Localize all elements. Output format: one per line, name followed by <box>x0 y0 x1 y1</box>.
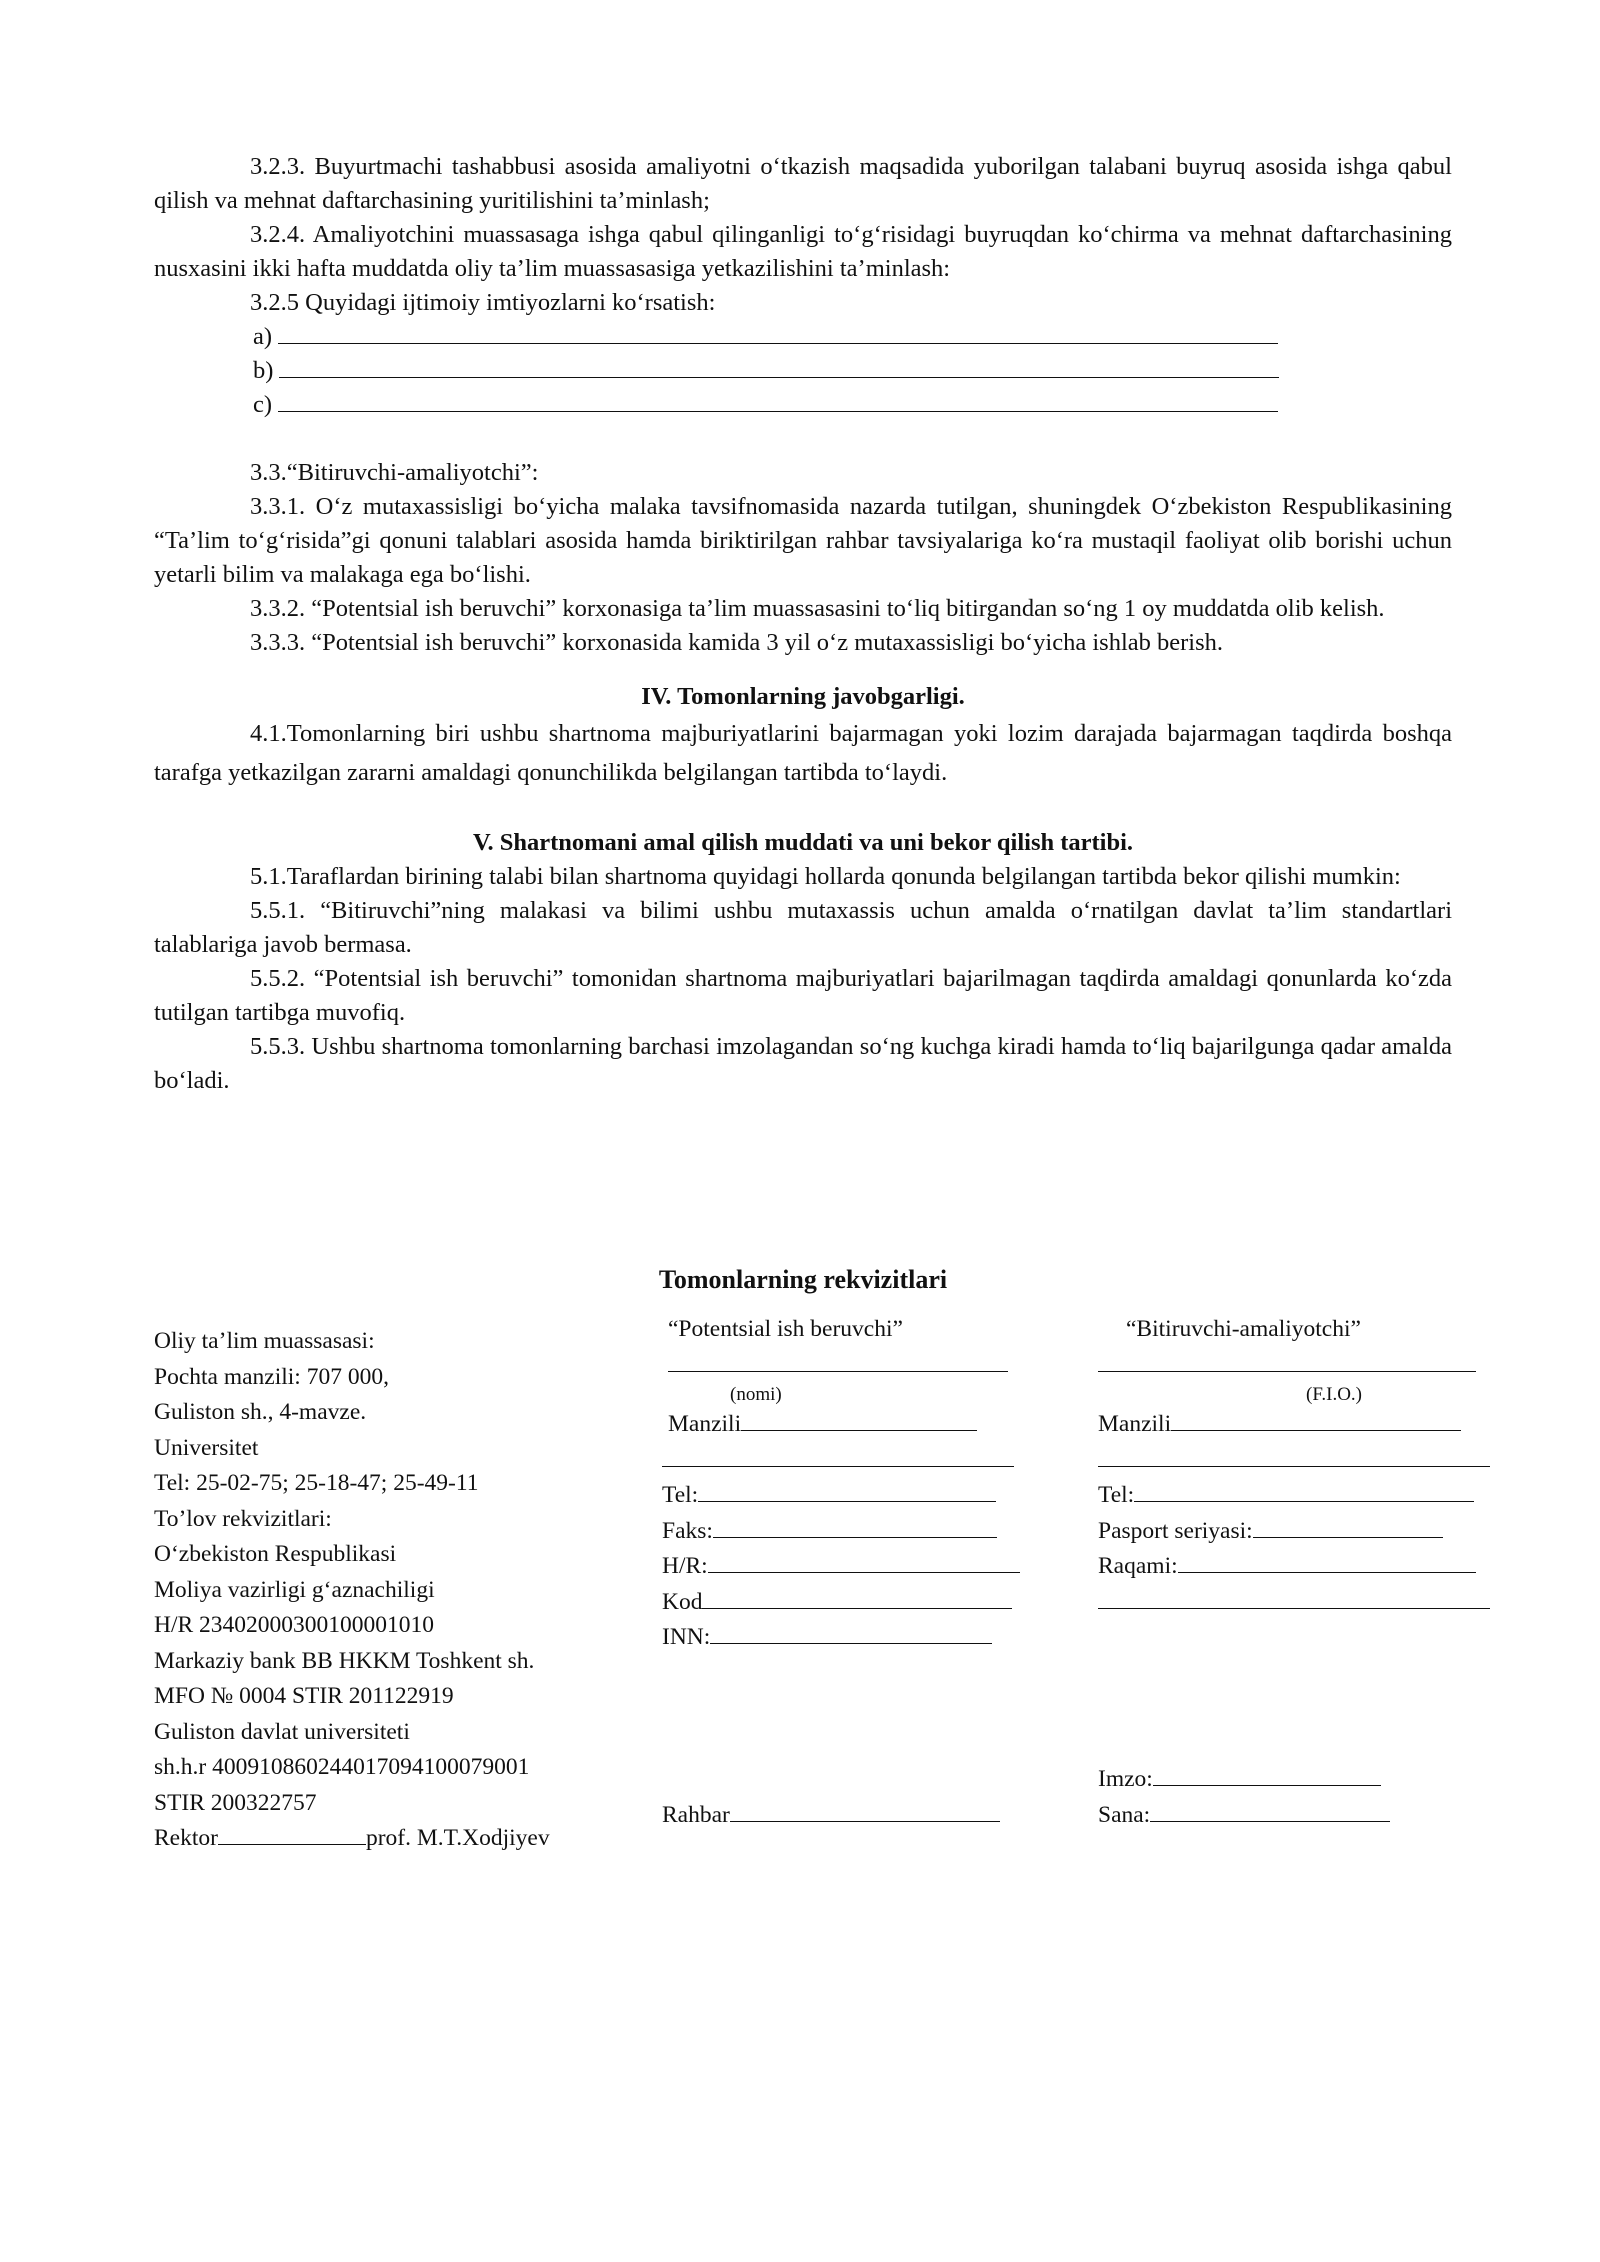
signature-blank <box>730 1799 1000 1822</box>
clause-3-3-2: 3.3.2. “Potentsial ish beruvchi” korxonasiga ta’lim muassasasini to‘liq bitirgandan so‘ng 1 oy muddatda olib kelish. <box>250 595 1385 622</box>
university-line: H/R 23402000300100001010 <box>154 1612 435 1638</box>
university-line: Tel: 25-02-75; 25-18-47; 25-49-11 <box>154 1470 479 1496</box>
sign-label: Imzo: <box>1098 1766 1153 1792</box>
university-line: Moliya vazirligi g‘aznachiligi <box>154 1576 435 1603</box>
fax-label: Faks: <box>662 1517 713 1544</box>
date-label: Sana: <box>1098 1801 1151 1828</box>
employer-name-caption: (nomi) <box>730 1384 782 1405</box>
blank-line <box>662 1444 1014 1467</box>
graduate-tel-line <box>1098 1478 1518 1514</box>
blank-line <box>1134 1479 1474 1502</box>
passport-label: Pasport seriyasi: <box>1098 1517 1253 1544</box>
employer-name-line <box>662 1348 1082 1384</box>
clause-5-5-2: 5.5.2. “Potentsial ish beruvchi” tomonidan shartnoma majburiyatlari bajarilmagan taqdirda amaldagi qonunlarda ko‘zda tutilgan tartibga muvofiq. <box>154 965 1452 1026</box>
address-label: Manzili <box>1098 1411 1172 1437</box>
university-line: To’lov rekvizitlari: <box>154 1505 332 1532</box>
blank-line <box>1098 1349 1476 1372</box>
fill-line-b <box>154 354 1452 388</box>
employer-address-line-2 <box>662 1443 1082 1479</box>
graduate-date-line <box>1098 1798 1518 1834</box>
clause-5-5-1: 5.5.1. “Bitiruvchi”ning malakasi va bilimi ushbu mutaxassis uchun amalda o‘rnatilgan davlat ta’lim standartlari talablariga javob bermasa. <box>154 897 1452 958</box>
graduate-name-caption: (F.I.O.) <box>1306 1384 1362 1405</box>
employer-inn-line <box>662 1620 1082 1656</box>
graduate-name-line <box>1098 1348 1518 1384</box>
employer-requisites <box>662 1312 1082 1833</box>
clause-4-1: 4.1.Tomonlarning biri ushbu shartnoma majburiyatlarini bajarmagan yoki lozim darajada bajarmagan taqdirda boshqa tarafga yetkazilgan zararni amaldagi qonunchilikda belgilangan tartibda to‘laydi. <box>154 720 1452 786</box>
blank-line <box>702 1586 1012 1609</box>
tel-label: Tel: <box>1098 1482 1135 1508</box>
blank-line <box>1171 1408 1461 1431</box>
graduate-requisites <box>1098 1312 1518 1833</box>
section-5-heading: V. Shartnomani amal qilish muddati va uni bekor qilish tartibi. <box>472 829 1134 856</box>
university-line: Guliston sh., 4-mavze. <box>154 1399 367 1425</box>
university-line: STIR 200322757 <box>154 1789 317 1816</box>
graduate-address-line <box>1098 1407 1518 1443</box>
graduate-extra-line <box>1098 1585 1518 1621</box>
blank-line <box>278 389 1278 412</box>
blank-line <box>1150 1799 1390 1822</box>
rector-name: prof. M.T.Xodjiyev <box>365 1825 550 1851</box>
rector-label: Rektor <box>154 1825 218 1851</box>
blank-line <box>279 355 1279 378</box>
kod-label: Kod <box>662 1588 703 1615</box>
graduate-title: “Bitiruvchi-amaliyotchi” <box>1126 1316 1361 1342</box>
graduate-passport-line <box>1098 1514 1518 1550</box>
graduate-address-line-2 <box>1098 1443 1518 1479</box>
blank-line <box>710 1621 992 1644</box>
clause-3-3: 3.3.“Bitiruvchi-amaliyotchi”: <box>250 459 539 486</box>
address-label: Manzili <box>668 1411 742 1437</box>
university-line: O‘zbekiston Respublikasi <box>154 1541 397 1567</box>
blank-line <box>668 1349 1008 1372</box>
clause-3-3-3: 3.3.3. “Potentsial ish beruvchi” korxonasida kamida 3 yil o‘z mutaxassisligi bo‘yicha ishlab berish. <box>250 629 1224 656</box>
blank-line <box>278 321 1278 344</box>
employer-head-line <box>662 1798 1082 1834</box>
university-line: Pochta manzili: 707 000, <box>154 1363 389 1390</box>
graduate-sign-line <box>1098 1762 1518 1798</box>
university-line: Oliy ta’lim muassasasi: <box>154 1328 375 1354</box>
rector-signature-line <box>154 1821 624 1857</box>
university-line: Universitet <box>154 1434 259 1461</box>
tel-label: Tel: <box>662 1482 699 1508</box>
university-line: MFO № 0004 STIR 201122919 <box>154 1683 454 1709</box>
section-4-heading: IV. Tomonlarning javobgarligi. <box>641 683 965 710</box>
university-requisites <box>154 1324 624 1857</box>
university-line: Markaziy bank BB HKKM Toshkent sh. <box>154 1647 535 1674</box>
blank-line <box>741 1408 977 1431</box>
inn-label: INN: <box>662 1624 711 1650</box>
head-label: Rahbar <box>662 1801 730 1828</box>
employer-tel-line <box>662 1478 1082 1514</box>
blank-line <box>698 1479 996 1502</box>
document-body <box>154 150 1452 1098</box>
signature-blank <box>218 1822 366 1845</box>
fill-line-c <box>154 388 1452 422</box>
clause-5-5-3: 5.5.3. Ushbu shartnoma tomonlarning barchasi imzolagandan so‘ng kuchga kiradi hamda to‘liq bajarilgunga qadar amalda bo‘ladi. <box>154 1033 1452 1094</box>
blank-line <box>1178 1550 1476 1573</box>
signature-blank <box>1153 1763 1381 1786</box>
blank-line <box>713 1515 997 1538</box>
fill-label-c: c) <box>253 391 273 418</box>
graduate-number-line <box>1098 1549 1518 1585</box>
blank-line <box>1253 1515 1443 1538</box>
blank-line <box>708 1550 1020 1573</box>
fill-label-b: b) <box>253 357 274 384</box>
clause-3-2-5: 3.2.5 Quyidagi ijtimoiy imtiyozlarni ko‘rsatish: <box>250 289 716 316</box>
employer-fax-line <box>662 1514 1082 1550</box>
employer-address-line <box>662 1407 1082 1443</box>
clause-5-1: 5.1.Taraflardan birining talabi bilan shartnoma quyidagi hollarda qonunda belgilangan tartibda bekor qilishi mumkin: <box>250 863 1401 890</box>
clause-3-3-1: 3.3.1. O‘z mutaxassisligi bo‘yicha malaka tavsifnomasida nazarda tutilgan, shuningdek O‘zbekiston Respublikasining “Ta’lim to‘g‘risida”gi qonuni talablari asosida hamda biriktirilgan rahbar tavsiyalariga ko‘ra mustaqil faoliyat olib borishi uchun yetarli bilim va malakaga ega bo‘lishi. <box>154 493 1452 588</box>
requisites-title: Tomonlarning rekvizitlari <box>658 1265 948 1294</box>
clause-3-2-4: 3.2.4. Amaliyotchini muassasaga ishga qabul qilinganligi to‘g‘risidagi buyruqdan ko‘chirma va mehnat daftarchasining nusxasini ikki hafta muddatda oliy ta’lim muassasasiga yetkazilishini ta’minlash: <box>154 221 1452 282</box>
university-line: sh.h.r 400910860244017094100079001 <box>154 1754 530 1780</box>
employer-title: “Potentsial ish beruvchi” <box>668 1316 903 1342</box>
blank-line <box>1098 1586 1490 1609</box>
fill-line-a <box>154 320 1452 354</box>
blank-line <box>1098 1444 1490 1467</box>
hr-label: H/R: <box>662 1553 708 1579</box>
clause-3-2-3: 3.2.3. Buyurtmachi tashabbusi asosida amaliyotni o‘tkazish maqsadida yuborilgan talabani buyruq asosida ishga qabul qilish va mehnat daftarchasining yuritilishini ta’minlash; <box>154 153 1452 214</box>
employer-hr-line <box>662 1549 1082 1585</box>
fill-label-a: a) <box>253 323 273 350</box>
university-line: Guliston davlat universiteti <box>154 1718 410 1745</box>
number-label: Raqami: <box>1098 1553 1178 1579</box>
employer-kod-line <box>662 1585 1082 1621</box>
